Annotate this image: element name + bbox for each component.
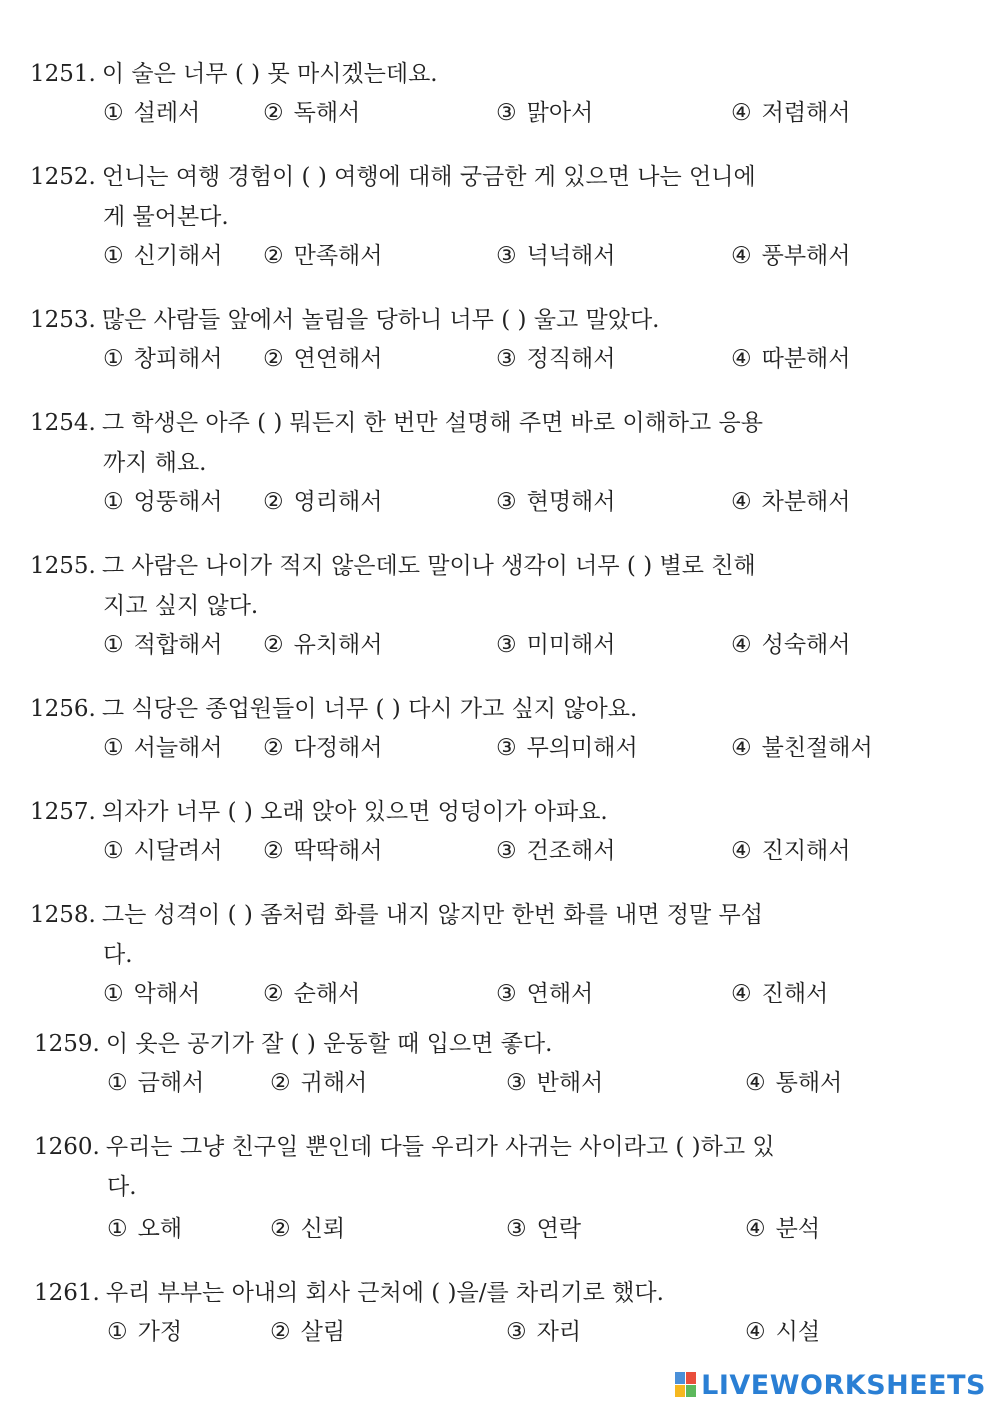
option-text: 만족해서 bbox=[293, 243, 383, 269]
option-marker: ③ bbox=[496, 735, 517, 761]
answer-option-3[interactable] bbox=[496, 488, 616, 516]
option-text: 무의미해서 bbox=[526, 735, 638, 761]
option-marker: ③ bbox=[496, 346, 517, 372]
question-number: 1260. bbox=[34, 1134, 100, 1160]
question-text: 우리 부부는 아내의 회사 근처에 ( )을/를 차리기로 했다. bbox=[105, 1280, 664, 1306]
option-text: 악해서 bbox=[133, 981, 201, 1007]
option-marker: ③ bbox=[496, 981, 517, 1007]
option-text: 연락 bbox=[536, 1216, 582, 1242]
option-text: 불친절해서 bbox=[761, 735, 873, 761]
option-text: 반해서 bbox=[536, 1070, 604, 1096]
answer-option-3[interactable] bbox=[496, 631, 616, 659]
option-marker: ④ bbox=[731, 735, 752, 761]
option-marker: ② bbox=[263, 243, 284, 269]
answer-option-4[interactable] bbox=[731, 345, 851, 373]
option-marker: ③ bbox=[496, 100, 517, 126]
option-text: 딱딱해서 bbox=[293, 838, 383, 864]
option-text: 저렴해서 bbox=[761, 100, 851, 126]
option-text: 자리 bbox=[536, 1319, 582, 1345]
answer-option-2[interactable] bbox=[263, 837, 383, 865]
option-marker: ② bbox=[263, 838, 284, 864]
answer-option-1[interactable] bbox=[107, 1069, 204, 1097]
question-text: 우리는 그냥 친구일 뿐인데 다들 우리가 사귀는 사이라고 ( )하고 있 bbox=[105, 1134, 775, 1160]
option-text: 진해서 bbox=[761, 981, 829, 1007]
option-text: 따분해서 bbox=[761, 346, 851, 372]
option-text: 넉넉해서 bbox=[526, 243, 616, 269]
answer-option-1[interactable] bbox=[103, 837, 223, 865]
option-text: 적합해서 bbox=[133, 632, 223, 658]
question-number: 1261. bbox=[34, 1280, 100, 1306]
option-marker: ④ bbox=[731, 100, 752, 126]
option-text: 창피해서 bbox=[133, 346, 223, 372]
option-text: 미미해서 bbox=[526, 632, 616, 658]
question-text: 많은 사람들 앞에서 놀림을 당하니 너무 ( ) 울고 말았다. bbox=[101, 307, 660, 333]
option-marker: ① bbox=[107, 1070, 128, 1096]
option-text: 귀해서 bbox=[300, 1070, 368, 1096]
question-stem bbox=[30, 60, 438, 88]
question-number: 1255. bbox=[30, 553, 96, 579]
answer-option-2[interactable] bbox=[263, 242, 383, 270]
option-marker: ① bbox=[107, 1319, 128, 1345]
option-marker: ④ bbox=[731, 838, 752, 864]
question-text: 그 학생은 아주 ( ) 뭐든지 한 번만 설명해 주면 바로 이해하고 응용 bbox=[101, 410, 763, 436]
answer-option-2[interactable] bbox=[263, 99, 360, 127]
option-text: 엉뚱해서 bbox=[133, 489, 223, 515]
answer-option-4[interactable] bbox=[745, 1069, 842, 1097]
question-text-continued: 다. bbox=[107, 1174, 137, 1200]
question-stem bbox=[34, 1279, 664, 1307]
answer-option-1[interactable] bbox=[103, 980, 200, 1008]
option-text: 분석 bbox=[775, 1216, 821, 1242]
option-text: 건조해서 bbox=[526, 838, 616, 864]
option-marker: ② bbox=[263, 981, 284, 1007]
question-text: 언니는 여행 경험이 ( ) 여행에 대해 궁금한 게 있으면 나는 언니에 bbox=[101, 164, 756, 190]
answer-option-2[interactable] bbox=[270, 1069, 367, 1097]
option-marker: ③ bbox=[496, 838, 517, 864]
option-marker: ④ bbox=[745, 1216, 766, 1242]
answer-option-4[interactable] bbox=[731, 734, 873, 762]
brand-text: LIVEWORKSHEETS bbox=[701, 1369, 986, 1401]
option-marker: ① bbox=[103, 100, 124, 126]
answer-option-3[interactable] bbox=[496, 980, 593, 1008]
question-text-continued: 지고 싶지 않다. bbox=[103, 593, 259, 619]
option-marker: ③ bbox=[506, 1070, 527, 1096]
liveworksheets-logo bbox=[675, 1370, 986, 1400]
option-marker: ② bbox=[263, 489, 284, 515]
option-marker: ① bbox=[103, 981, 124, 1007]
answer-option-2[interactable] bbox=[263, 631, 383, 659]
option-marker: ④ bbox=[745, 1070, 766, 1096]
option-marker: ④ bbox=[731, 981, 752, 1007]
answer-option-1[interactable] bbox=[107, 1318, 182, 1346]
question-number: 1254. bbox=[30, 410, 96, 436]
answer-option-3[interactable] bbox=[496, 837, 616, 865]
option-text: 성숙해서 bbox=[761, 632, 851, 658]
question-stem bbox=[30, 306, 660, 334]
option-marker: ④ bbox=[731, 243, 752, 269]
option-text: 시달려서 bbox=[133, 838, 223, 864]
option-marker: ④ bbox=[745, 1319, 766, 1345]
question-stem bbox=[30, 552, 756, 580]
option-text: 정직해서 bbox=[526, 346, 616, 372]
question-text: 그 사람은 나이가 적지 않은데도 말이나 생각이 너무 ( ) 별로 친해 bbox=[101, 553, 756, 579]
option-marker: ② bbox=[263, 735, 284, 761]
answer-option-3[interactable] bbox=[496, 242, 616, 270]
option-text: 독해서 bbox=[293, 100, 361, 126]
option-text: 가정 bbox=[137, 1319, 183, 1345]
question-stem bbox=[30, 409, 763, 437]
option-text: 진지해서 bbox=[761, 838, 851, 864]
option-marker: ② bbox=[270, 1216, 291, 1242]
option-marker: ④ bbox=[731, 489, 752, 515]
answer-option-1[interactable] bbox=[103, 242, 223, 270]
answer-option-3[interactable] bbox=[506, 1069, 603, 1097]
option-text: 연연해서 bbox=[293, 346, 383, 372]
option-text: 금해서 bbox=[137, 1070, 205, 1096]
option-text: 설레서 bbox=[133, 100, 201, 126]
answer-option-2[interactable] bbox=[270, 1318, 345, 1346]
option-marker: ③ bbox=[506, 1319, 527, 1345]
answer-option-3[interactable] bbox=[496, 345, 616, 373]
answer-option-1[interactable] bbox=[103, 488, 223, 516]
answer-option-2[interactable] bbox=[270, 1215, 345, 1243]
answer-option-2[interactable] bbox=[263, 980, 360, 1008]
option-text: 풍부해서 bbox=[761, 243, 851, 269]
option-text: 연해서 bbox=[526, 981, 594, 1007]
option-marker: ③ bbox=[496, 489, 517, 515]
option-marker: ① bbox=[107, 1216, 128, 1242]
option-text: 서늘해서 bbox=[133, 735, 223, 761]
option-text: 시설 bbox=[775, 1319, 821, 1345]
option-marker: ① bbox=[103, 489, 124, 515]
answer-option-1[interactable] bbox=[103, 345, 223, 373]
answer-option-1[interactable] bbox=[107, 1215, 182, 1243]
option-marker: ① bbox=[103, 346, 124, 372]
answer-option-4[interactable] bbox=[731, 488, 851, 516]
option-text: 순해서 bbox=[293, 981, 361, 1007]
answer-option-2[interactable] bbox=[263, 734, 383, 762]
option-marker: ① bbox=[103, 632, 124, 658]
question-text: 이 옷은 공기가 잘 ( ) 운동할 때 입으면 좋다. bbox=[105, 1031, 553, 1057]
option-marker: ④ bbox=[731, 632, 752, 658]
option-text: 오해 bbox=[137, 1216, 183, 1242]
question-number: 1256. bbox=[30, 696, 96, 722]
answer-option-1[interactable] bbox=[103, 734, 223, 762]
answer-option-4[interactable] bbox=[731, 242, 851, 270]
answer-option-3[interactable] bbox=[496, 734, 638, 762]
question-number: 1251. bbox=[30, 61, 96, 87]
answer-option-4[interactable] bbox=[731, 837, 851, 865]
question-text: 그는 성격이 ( ) 좀처럼 화를 내지 않지만 한번 화를 내면 정말 무섭 bbox=[101, 902, 763, 928]
option-text: 통해서 bbox=[775, 1070, 843, 1096]
question-stem bbox=[30, 163, 756, 191]
option-marker: ③ bbox=[496, 632, 517, 658]
question-number: 1259. bbox=[34, 1031, 100, 1057]
answer-option-4[interactable] bbox=[745, 1215, 820, 1243]
answer-option-3[interactable] bbox=[496, 99, 593, 127]
option-marker: ① bbox=[103, 243, 124, 269]
option-marker: ② bbox=[270, 1319, 291, 1345]
answer-option-4[interactable] bbox=[731, 631, 851, 659]
option-marker: ① bbox=[103, 838, 124, 864]
question-number: 1253. bbox=[30, 307, 96, 333]
option-text: 맑아서 bbox=[526, 100, 594, 126]
answer-option-2[interactable] bbox=[263, 345, 383, 373]
option-text: 신기해서 bbox=[133, 243, 223, 269]
question-number: 1252. bbox=[30, 164, 96, 190]
answer-option-3[interactable] bbox=[506, 1215, 581, 1243]
question-stem bbox=[30, 901, 763, 929]
question-stem bbox=[34, 1030, 552, 1058]
question-number: 1257. bbox=[30, 799, 96, 825]
option-marker: ④ bbox=[731, 346, 752, 372]
option-marker: ② bbox=[270, 1070, 291, 1096]
question-text: 의자가 너무 ( ) 오래 앉아 있으면 엉덩이가 아파요. bbox=[101, 799, 608, 825]
answer-option-1[interactable] bbox=[103, 99, 200, 127]
question-text: 그 식당은 종업원들이 너무 ( ) 다시 가고 싶지 않아요. bbox=[101, 696, 638, 722]
option-marker: ② bbox=[263, 346, 284, 372]
answer-option-4[interactable] bbox=[731, 99, 851, 127]
option-text: 차분해서 bbox=[761, 489, 851, 515]
answer-option-2[interactable] bbox=[263, 488, 383, 516]
option-text: 영리해서 bbox=[293, 489, 383, 515]
question-stem bbox=[34, 1133, 775, 1161]
option-marker: ② bbox=[263, 100, 284, 126]
liveworksheets-mark-icon bbox=[675, 1372, 697, 1398]
question-number: 1258. bbox=[30, 902, 96, 928]
option-text: 현명해서 bbox=[526, 489, 616, 515]
option-text: 다정해서 bbox=[293, 735, 383, 761]
question-text-continued: 다. bbox=[103, 942, 133, 968]
question-text-continued: 까지 해요. bbox=[103, 450, 207, 476]
option-marker: ③ bbox=[506, 1216, 527, 1242]
option-text: 유치해서 bbox=[293, 632, 383, 658]
answer-option-1[interactable] bbox=[103, 631, 223, 659]
option-marker: ③ bbox=[496, 243, 517, 269]
question-text: 이 술은 너무 ( ) 못 마시겠는데요. bbox=[101, 61, 438, 87]
question-text-continued: 게 물어본다. bbox=[103, 204, 229, 230]
answer-option-3[interactable] bbox=[506, 1318, 581, 1346]
question-stem bbox=[30, 695, 637, 723]
answer-option-4[interactable] bbox=[745, 1318, 820, 1346]
question-stem bbox=[30, 798, 608, 826]
answer-option-4[interactable] bbox=[731, 980, 828, 1008]
option-marker: ② bbox=[263, 632, 284, 658]
option-marker: ① bbox=[103, 735, 124, 761]
option-text: 신뢰 bbox=[300, 1216, 346, 1242]
option-text: 살림 bbox=[300, 1319, 346, 1345]
